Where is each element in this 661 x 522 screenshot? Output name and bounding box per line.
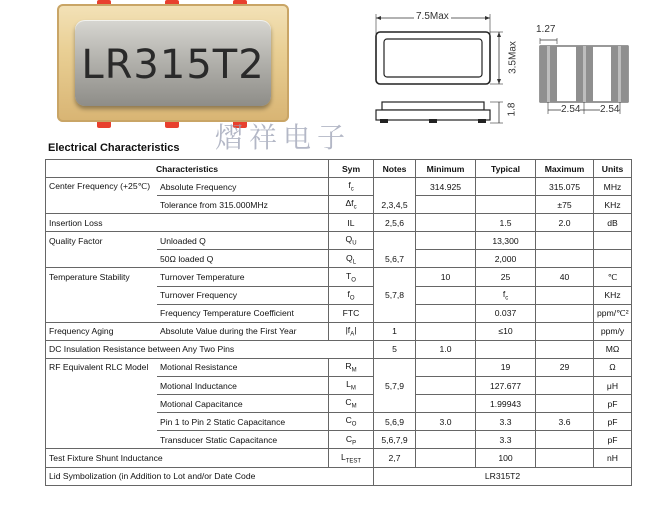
row-sym: $|f_A|$ (329, 322, 374, 340)
row-item: Motional Resistance (157, 358, 329, 376)
row-units: Ω (594, 358, 632, 376)
header-units: Units (594, 160, 632, 178)
table-row (46, 431, 632, 449)
row-group: Frequency Aging (46, 322, 157, 340)
table-row (46, 340, 632, 358)
table-row (46, 268, 632, 286)
row-max: 315.075 (536, 178, 594, 196)
row-sym: $L_M$ (329, 377, 374, 395)
row-item: 50Ω loaded Q (157, 250, 329, 268)
row-sym: $Q_U$ (329, 232, 374, 250)
row-notes: 5 (374, 340, 416, 358)
header-maximum: Maximum (536, 160, 594, 178)
row-min (416, 196, 476, 214)
row-item: Turnover Frequency (157, 286, 329, 304)
row-item: Motional Capacitance (157, 395, 329, 413)
row-min (416, 304, 476, 322)
row-units: ppm/y (594, 322, 632, 340)
row-group: Lid Symbolization (in Addition to Lot and/or Date Code (46, 467, 374, 485)
row-notes (374, 178, 416, 196)
row-group (46, 395, 157, 413)
row-min (416, 449, 476, 467)
row-sym: FTC (329, 304, 374, 322)
row-typ (476, 340, 536, 358)
table-row (46, 232, 632, 250)
table-row (46, 250, 632, 268)
row-min: 1.0 (416, 340, 476, 358)
row-max: 40 (536, 268, 594, 286)
row-typ: 1.99943 (476, 395, 536, 413)
row-units (594, 232, 632, 250)
row-item: Frequency Temperature Coefficient (157, 304, 329, 322)
row-typ (476, 196, 536, 214)
row-max: ±75 (536, 196, 594, 214)
table-row (46, 377, 632, 395)
row-min (416, 377, 476, 395)
row-group: Quality Factor (46, 232, 157, 250)
row-max: 2.0 (536, 214, 594, 232)
table-row (46, 413, 632, 431)
row-notes: 5,7,9 (374, 377, 416, 395)
row-group (46, 250, 157, 268)
row-max (536, 449, 594, 467)
row-units: dB (594, 214, 632, 232)
row-typ: 127.677 (476, 377, 536, 395)
row-group: DC Insulation Resistance between Any Two Pins (46, 340, 374, 358)
row-max: 3.6 (536, 413, 594, 431)
row-min (416, 358, 476, 376)
watermark: 熠祥电子 (215, 121, 352, 154)
row-min: 10 (416, 268, 476, 286)
pad-layout-drawing (530, 22, 640, 122)
row-item: Transducer Static Capacitance (157, 431, 329, 449)
row-typ: 0.037 (476, 304, 536, 322)
section-title: Electrical Characteristics (48, 142, 180, 154)
row-sym: $f_c$ (329, 178, 374, 196)
row-min (416, 250, 476, 268)
row-group: Temperature Stability (46, 268, 157, 286)
row-typ: 13,300 (476, 232, 536, 250)
row-group (46, 431, 157, 449)
row-sym: $T_O$ (329, 268, 374, 286)
row-notes (374, 395, 416, 413)
row-sym: $f_O$ (329, 286, 374, 304)
header-minimum: Minimum (416, 160, 476, 178)
row-min (416, 232, 476, 250)
row-typ: ≤10 (476, 322, 536, 340)
row-notes: 2,3,4,5 (374, 196, 416, 214)
row-group (46, 413, 157, 431)
row-min (416, 286, 476, 304)
row-item: Tolerance from 315.000MHz (157, 196, 329, 214)
table-row (46, 178, 632, 196)
row-sym: $C_P$ (329, 431, 374, 449)
row-units: MHz (594, 178, 632, 196)
row-group: Test Fixture Shunt Inductance (46, 449, 329, 467)
row-notes: 5,7,8 (374, 286, 416, 304)
row-max (536, 395, 594, 413)
header-row (46, 160, 632, 178)
row-notes: 2,5,6 (374, 214, 416, 232)
component-photo (37, 0, 302, 128)
row-typ: $f_c$ (476, 286, 536, 304)
row-units: MΩ (594, 340, 632, 358)
row-sym: $C_O$ (329, 413, 374, 431)
row-sym: $\Delta f_c$ (329, 196, 374, 214)
row-item: Motional Inductance (157, 377, 329, 395)
row-min (416, 214, 476, 232)
row-group: Insertion Loss (46, 214, 157, 232)
lid-marking: LR315T2 (81, 42, 265, 88)
row-max (536, 286, 594, 304)
row-min: 3.0 (416, 413, 476, 431)
row-typ (476, 178, 536, 196)
row-group: RF Equivalent RLC Model (46, 358, 157, 376)
row-typ: 1.5 (476, 214, 536, 232)
row-item: Pin 1 to Pin 2 Static Capacitance (157, 413, 329, 431)
thickness-dimension-label: 1.8 (506, 102, 518, 117)
table-row (46, 467, 632, 485)
row-max (536, 322, 594, 340)
table-row (46, 286, 632, 304)
row-typ: 3.3 (476, 413, 536, 431)
row-max (536, 304, 594, 322)
row-group: Center Frequency (+25℃) (46, 178, 157, 196)
row-units: μH (594, 377, 632, 395)
row-group (46, 304, 157, 322)
row-units: ppm/℃² (594, 304, 632, 322)
row-notes: 5,6,9 (374, 413, 416, 431)
row-typ: 3.3 (476, 431, 536, 449)
row-units: pF (594, 395, 632, 413)
row-notes (374, 268, 416, 286)
row-units: pF (594, 413, 632, 431)
row-max (536, 377, 594, 395)
row-lid-value: LR315T2 (374, 467, 632, 485)
table-row (46, 358, 632, 376)
row-units: pF (594, 431, 632, 449)
row-sym: $Q_L$ (329, 250, 374, 268)
table-row (46, 304, 632, 322)
row-notes (374, 232, 416, 250)
table-row (46, 449, 632, 467)
table-row (46, 214, 632, 232)
row-notes: 1 (374, 322, 416, 340)
row-group (46, 286, 157, 304)
table-row (46, 196, 632, 214)
header-notes: Notes (374, 160, 416, 178)
row-sym: $R_M$ (329, 358, 374, 376)
row-notes: 5,6,7,9 (374, 431, 416, 449)
row-typ: 25 (476, 268, 536, 286)
row-min (416, 431, 476, 449)
row-sym: $C_M$ (329, 395, 374, 413)
header-sym: Sym (329, 160, 374, 178)
row-sym: $L_{TEST}$ (329, 449, 374, 467)
spec-table (45, 159, 632, 486)
row-item: Unloaded Q (157, 232, 329, 250)
row-max (536, 340, 594, 358)
row-units (594, 250, 632, 268)
row-min: 314.925 (416, 178, 476, 196)
row-notes (374, 304, 416, 322)
table-row (46, 395, 632, 413)
row-sym: IL (329, 214, 374, 232)
row-group (46, 196, 157, 214)
row-typ: 2,000 (476, 250, 536, 268)
outline-drawing (368, 6, 513, 128)
pitch1-label: 2.54 (561, 104, 581, 115)
row-max (536, 431, 594, 449)
row-item: Turnover Temperature (157, 268, 329, 286)
row-group (46, 377, 157, 395)
row-typ: 100 (476, 449, 536, 467)
table-row (46, 322, 632, 340)
row-max (536, 232, 594, 250)
row-units: nH (594, 449, 632, 467)
header-typical: Typical (476, 160, 536, 178)
row-units: KHz (594, 196, 632, 214)
pad-width-label: 1.27 (536, 24, 556, 35)
metal-lid (75, 20, 271, 106)
row-max (536, 250, 594, 268)
row-min (416, 395, 476, 413)
row-units: KHz (594, 286, 632, 304)
row-typ: 19 (476, 358, 536, 376)
row-item: Absolute Value during the First Year (157, 322, 329, 340)
row-notes: 5,6,7 (374, 250, 416, 268)
row-notes (374, 358, 416, 376)
row-min (416, 322, 476, 340)
row-notes: 2,7 (374, 449, 416, 467)
row-max: 29 (536, 358, 594, 376)
row-units: ℃ (594, 268, 632, 286)
row-item (157, 214, 329, 232)
width-dimension-label: 7.5Max (416, 11, 449, 22)
pitch2-label: 2.54 (600, 104, 620, 115)
header-characteristics: Characteristics (46, 160, 329, 178)
row-item: Absolute Frequency (157, 178, 329, 196)
height-dimension-label: 3.5Max (507, 41, 519, 74)
